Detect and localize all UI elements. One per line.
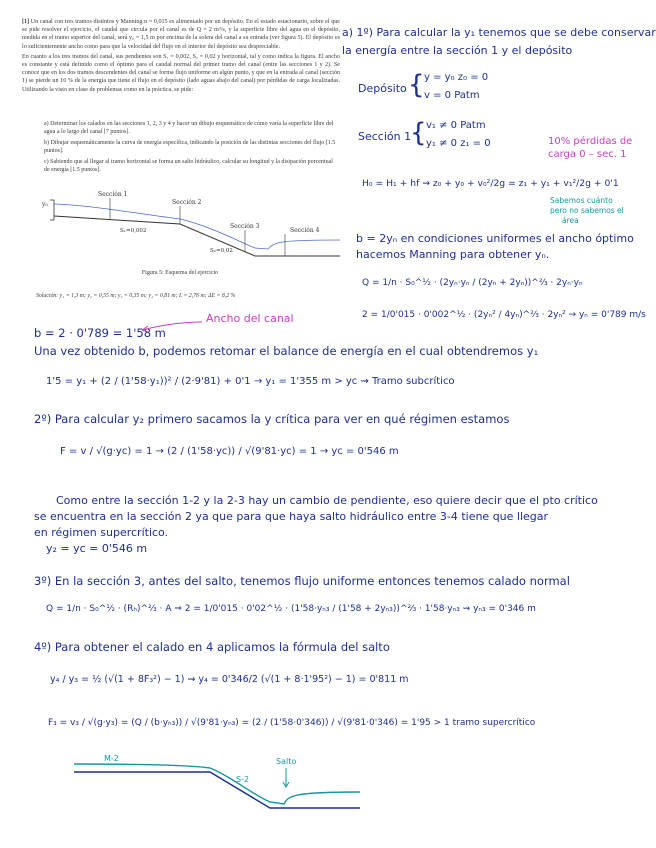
- note-b-result: b = 2 · 0'789 = 1'58 m: [34, 326, 166, 340]
- note-a-title: a) 1º) Para calcular la y₁ tenemos que se debe conservar: [342, 26, 656, 39]
- note-p3-equation: Q = 1/n · S₀^½ · (Rₕ)^⅔ · A ⇒ 2 = 1/0'015 · 0'02^½ · (1'58·yₙ₃ / (1'58 + 2yₙ₃))^⅔ · 1'58·yₙ₃ ⇝ yₙ₃ = 0'346 m: [46, 604, 536, 614]
- note-balance: Una vez obtenido b, podemos retomar el balance de energía en el cual obtendremos y₁: [34, 344, 539, 358]
- note-y2: y₂ = yc = 0'546 m: [46, 542, 148, 555]
- part-b: b) Dibujar esquemáticamente la curva de energía específica, indicando la posición de las distintas secciones del flujo [1.5 puntos].: [44, 140, 336, 154]
- note-ancho-canal: Ancho del canal: [206, 312, 294, 325]
- brace-deposito: {: [408, 70, 425, 100]
- figure-caption: Figura 5: Esquema del ejercicio: [141, 270, 219, 276]
- problem-statement: [22, 18, 340, 96]
- note-p2-title: 2º) Para calcular y₂ primero sacamos la y crítica para ver en qué régimen estamos: [34, 412, 510, 426]
- note-seccion-1-line-2: y₁ ≠ 0 z₁ = 0: [426, 138, 491, 149]
- statement-paragraph-1: [1] Un canal con tres tramos distintos y Manning n = 0,015 es alimentado por un depósito. En el estado estacionario, sobre el que se pide resolver el ejercicio, el caudal que circula por el canal es de Q = 2 m³/s, y la superficie libre del agua en el depósito, medida en el tramo superior del canal, será y₀ = 1,5 m por encima de la solera del canal a su entrada (ver figura 5). El depósito es lo suficientemente ancho como para que la velocidad del flujo en el interior del depósito sea despreciable.: [22, 19, 340, 50]
- sketch-label-m2: M-2: [104, 754, 119, 763]
- arrow-ancho: [138, 318, 204, 334]
- note-manning-2: 2 = 1/0'015 · 0'002^½ · (2yₙ² / 4yₙ)^⅔ · 2yₙ² → yₙ = 0'789 m/s: [362, 310, 646, 320]
- problem-parts: [44, 120, 340, 177]
- statement-paragraph-2: En cuanto a los tres tramos del canal, sus pendientes son S₁ = 0,002, S₂ = 0,02 y horizontal, tal y como indica la figura. El ancho es constante y está definido como el óptimo para el caudal normal del primer tramo del canal (entre las secciones 1 y 2). Se conoce que en los dos tramos descendentes del canal se forma flujo uniforme en algún punto, y que en la entrada al canal (sección 1) se pierde un 10 % de la energía que tiene el flujo en el depósito (lado aguas abajo del canal) por pérdidas de carga localizadas. Utilizando la visto en clase de problemas como en la práctica, se pide:: [22, 53, 340, 93]
- channel-figure: [40, 186, 340, 272]
- note-manning-1: Q = 1/n · S₀^½ · (2yₙ·yₙ / (2yₙ + 2yₙ))^⅔ · 2yₙ·yₙ: [362, 278, 583, 288]
- figure-label-section-3: Sección 3: [230, 223, 260, 230]
- part-c: c) Sabiendo que al llegar al tramo horizontal se forma un salto hidráulico, calcular su longitud y la disipación porcentual de energía [1.5 puntos].: [44, 159, 333, 173]
- note-froude-equation: F = v / √(g·yc) = 1 → (2 / (1'58·yc)) / √(9'81·yc) = 1 → yc = 0'546 m: [60, 446, 399, 457]
- profile-sketch: [70, 752, 360, 818]
- note-perdidas-1: 10% pérdidas de: [548, 136, 633, 147]
- note-balance-equation: 1'5 = y₁ + (2 / (1'58·y₁))² / (2·9'81) + 0'1 → y₁ = 1'355 m > yc ⇝ Tramo subcrítico: [46, 376, 455, 387]
- note-deposito: Depósito: [358, 82, 407, 95]
- note-energy-equation: H₀ = H₁ + hf ⇝ z₀ + y₀ + v₀²/2g = z₁ + y₁ + v₁²/2g + 0'1: [362, 178, 619, 189]
- note-sabemos-1: Sabemos cuánto: [550, 196, 613, 205]
- note-p2-text-1: Como entre la sección 1-2 y la 2-3 hay un cambio de pendiente, eso quiere decir que el pto crítico: [56, 494, 598, 507]
- solution-line: Solución: y₁ = 1,3 m; y₂ = 0,55 m; y₃ = 0,35 m; y₄ = 0,81 m; L = 2,76 m; ΔE = 8,2 %: [36, 293, 236, 299]
- note-optimo-1: b = 2yₙ en condiciones uniformes el ancho óptimo: [356, 232, 634, 245]
- note-deposito-line-2: v = 0 Patm: [424, 90, 480, 101]
- figure-label-slope-2: S₂=0,02: [210, 248, 233, 254]
- note-seccion-1-line-1: v₁ ≠ 0 Patm: [426, 120, 486, 131]
- part-a: a) Determinar los calados en las secciones 1, 2, 3 y 4 y hacer un dibujo esquemático de cómo varía la superficie libre del agua a lo largo del canal [7 puntos].: [44, 121, 334, 135]
- note-sabemos-2: pero no sabemos el: [550, 206, 624, 215]
- note-f3-equation: F₃ = v₃ / √(g·y₃) = (Q / (b·yₙ₃)) / √(9'81·yₙ₃) = (2 / (1'58·0'346)) / √(9'81·0'346) = 1'95 > 1 tramo supercrítico: [48, 718, 536, 728]
- note-sabemos-3: área: [562, 216, 579, 225]
- figure-label-slope-1: S₁=0,002: [120, 228, 147, 234]
- note-perdidas-2: carga 0 – sec. 1: [548, 149, 627, 160]
- brace-seccion-1: {: [410, 118, 427, 148]
- note-p4-equation: y₄ / y₃ = ½ (√(1 + 8F₃²) − 1) ⇝ y₄ = 0'346/2 (√(1 + 8·1'95²) − 1) = 0'811 m: [50, 674, 409, 685]
- note-p4-title: 4º) Para obtener el calado en 4 aplicamos la fórmula del salto: [34, 640, 390, 654]
- sketch-label-s2: S-2: [236, 775, 250, 784]
- sketch-label-salto: Salto: [276, 757, 297, 766]
- note-p2-text-3: en régimen supercrítico.: [34, 526, 169, 539]
- note-p2-text-2: se encuentra en la sección 2 ya que para que haya salto hidráulico entre 3-4 tiene que llegar: [34, 510, 549, 523]
- figure-label-y0: y₀: [42, 201, 48, 208]
- problem-number: [1]: [22, 19, 30, 25]
- note-a-title-2: la energía entre la sección 1 y el depósito: [342, 44, 573, 57]
- note-deposito-line-1: y = y₀ z₀ = 0: [424, 72, 489, 83]
- note-seccion-1: Sección 1: [358, 130, 412, 143]
- figure-label-section-1: Sección 1: [98, 191, 128, 198]
- figure-label-section-2: Sección 2: [172, 199, 202, 206]
- note-p3-title: 3º) En la sección 3, antes del salto, tenemos flujo uniforme entonces tenemos calado normal: [34, 574, 570, 588]
- note-optimo-2: hacemos Manning para obtener yₙ.: [356, 248, 550, 261]
- figure-label-section-4: Sección 4: [290, 227, 320, 234]
